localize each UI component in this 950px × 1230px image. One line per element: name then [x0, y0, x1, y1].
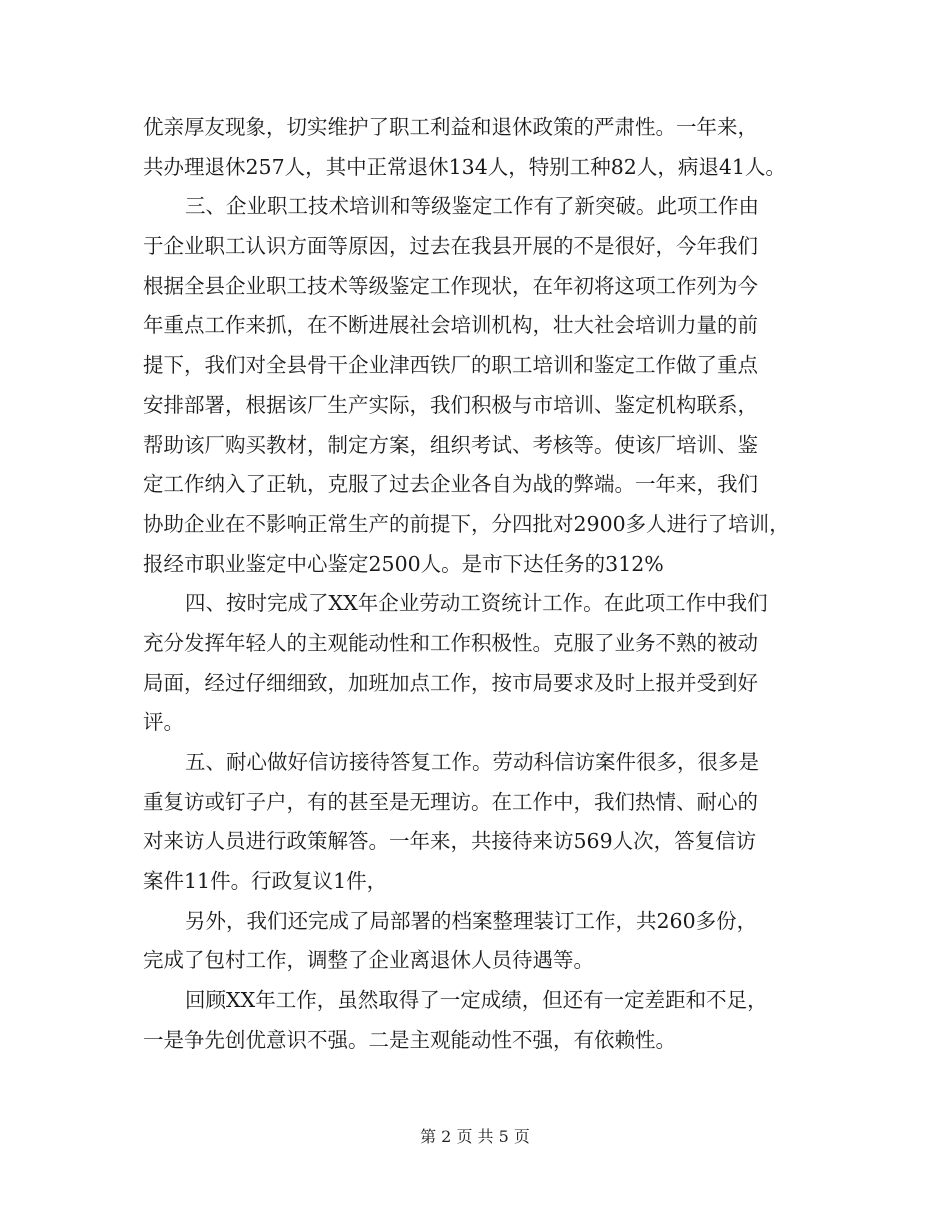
text-line: 四、按时完成了XX年企业劳动工资统计工作。在此项工作中我们: [185, 591, 768, 616]
text-line: 年重点工作来抓，在不断进展社会培训机构，壮大社会培训力量的前: [143, 313, 758, 338]
text-line: 回顾XX年工作，虽然取得了一定成绩，但还有一定差距和不足，: [185, 988, 768, 1013]
text-line: 完成了包村工作，调整了企业离退休人员待遇等。: [143, 948, 594, 973]
text-line: 报经市职业鉴定中心鉴定2500人。是市下达任务的312%: [143, 551, 664, 576]
text-line: 案件11件。行政复议1件，: [143, 869, 388, 894]
text-line: 帮助该厂购买教材，制定方案，组织考试、考核等。使该厂培训、鉴: [143, 432, 758, 457]
text-line: 对来访人员进行政策解答。一年来，共接待来访569人次，答复信访: [143, 829, 757, 854]
text-line: 共办理退休257人，其中正常退休134人，特别工种82人，病退41人。: [143, 154, 786, 179]
text-line: 一是争先创优意识不强。二是主观能动性不强，有依赖性。: [143, 1027, 676, 1052]
text-line: 三、企业职工技术培训和等级鉴定工作有了新突破。此项工作由: [185, 194, 759, 219]
page-number-footer: 第 2 页 共 5 页: [420, 1127, 530, 1146]
text-line: 充分发挥年轻人的主观能动性和工作积极性。克服了业务不熟的被动: [143, 630, 758, 655]
text-line: 于企业职工认识方面等原因，过去在我县开展的不是很好，今年我们: [143, 234, 758, 259]
text-line: 根据全县企业职工技术等级鉴定工作现状，在年初将这项工作列为今: [143, 273, 758, 298]
text-line: 局面，经过仔细细致，加班加点工作，按市局要求及时上报并受到好: [143, 670, 758, 695]
text-line: 五、耐心做好信访接待答复工作。劳动科信访案件很多，很多是: [185, 750, 759, 774]
text-line: 另外，我们还完成了局部署的档案整理装订工作，共260多份，: [185, 908, 758, 933]
text-line: 重复访或钉子户，有的甚至是无理访。在工作中，我们热情、耐心的: [143, 789, 758, 814]
text-line: 提下，我们对全县骨干企业津西铁厂的职工培训和鉴定工作做了重点: [143, 353, 758, 378]
text-line: 定工作纳入了正轨，克服了过去企业各自为战的弊端。一年来，我们: [143, 472, 758, 497]
text-line: 评。: [143, 710, 184, 735]
text-line: 优亲厚友现象，切实维护了职工利益和退休政策的严肃性。一年来，: [143, 115, 758, 139]
text-line: 安排部署，根据该厂生产实际，我们积极与市培训、鉴定机构联系，: [143, 392, 758, 417]
text-line: 协助企业在不影响正常生产的前提下，分四批对2900多人进行了培训，: [143, 511, 790, 536]
document-body: [143, 108, 823, 1061]
